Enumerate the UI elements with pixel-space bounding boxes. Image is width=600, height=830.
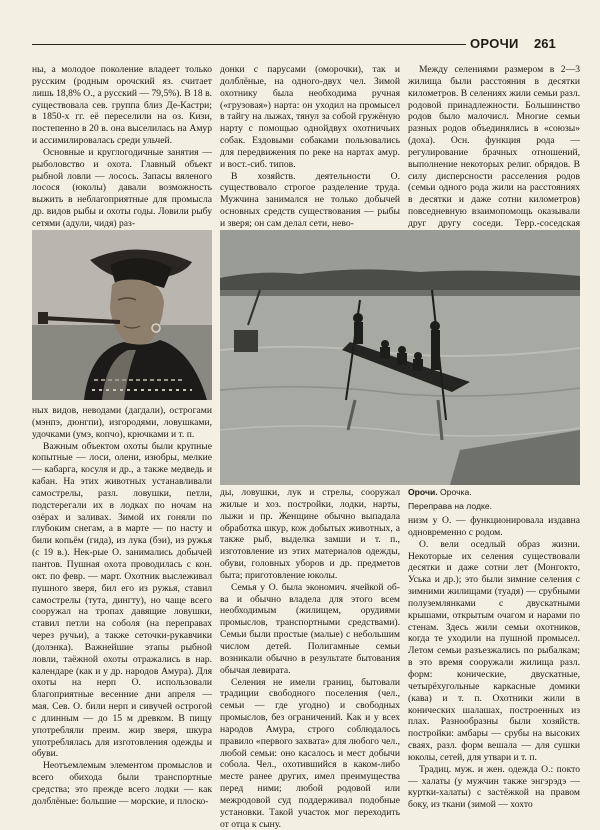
column-2-top (220, 64, 400, 230)
paragraph: донки с парусами (оморочки), так и долблёные, на одного-двух чел. Зимой охотнику была необходима ручная («грузовая») нарта: он уходил на промысел в тайгу на лыжах, тянул за собой гружёную нарту с помощью однойдвух охотничьих собак. Ездовыми собаками пользовались для передвижения по реке на нартах амур. и вост.-сиб. типов. (220, 64, 400, 171)
paragraph: Основные и круглогодичные занятия — рыболовство и охота. Главный объект рыбной ловли — лосось. Запасы вяленого лосося (юколы) давали возможность выжить в неблагоприятные для промысла др. видов рыбы и охоты годы. Ловили рыбу сетями (адули, чидя) раз- (32, 147, 212, 230)
paragraph: О. вели оседлый образ жизни. Некоторые их селения существовали десятки и даже сотни лет (Монгокто, Уська и др.); это были зимние селения с зимними жилищами (туадя) — срубными полуземлянками с двускатными крышами, открытым очагом и нарами по стенам. Здесь жили семьи охотников, когда те уходили на пушной промысел. Летом семьи разъезжались по рыбалкам; в это время сооружали жилища разл. форм: конические, двускатные, четырёхугольные каркасные домики (кава) и т. п. Охотники жили в конических шалашах, построенных из плах. Разнообразны были хозяйств. постройки: амбары — срубы на высоких сваях, разл. форм вешала — для сушки юколы, сетей, для утвари и т. п. (408, 539, 580, 764)
column-3-top (408, 64, 580, 242)
header-rule (32, 44, 466, 45)
column-2-bottom (220, 487, 400, 830)
column-1-top (32, 64, 212, 230)
caption-line-1 (408, 487, 580, 498)
paragraph: Важным объектом охоты были крупные копытные — лоси, олени, изюбры, мелкие — кабарга, косуля и др., а также медведь и кабан. На этих животных устанавливали самострелы, разл. ловушки, петли, подстерегали их в лодках по ночам на озёрах и заливах. Зимой их гоняли по глубоким снегам, а в марте — по насту и били копьём (гида), из лука (бэи), из ружья (с 19 в.). Нек-рые О. занимались добычей пантов. Пушная охота проводилась с кон. окт. по февр. — март. Охотник выслеживал пушного зверя, бил его из ружья, ставил самострелы (тута, дингту), но чаще всего сооружал на тропах давящие ловушки, ставил петли на соболя (на переправах через ручьи), а также сеточки-рукавчики (долэнка). Важнейшие этапы рыбной ловли, таёжной охоты отражались в нар. календаре (как и у др. народов Амура). Для охоты на нерп О. использовали благоприятные весенние дни апреля — мая. Сев. О. били нерп и сивучей острогой с длинным — до 15 м древком. В пищу употребляли преим. жир зверя, шкура употреблялась для изготовления одежды и обуви. (32, 441, 212, 761)
photo-caption (408, 487, 580, 512)
paragraph: Между селениями размером в 2—3 жилища были расстояния в десятки километров. В селениях жили семьи разл. родовой принадлежности. Большинство родов было малочисл. Многие семьи разных родов объединялись в «союзы» (доха). Осн. функция рода — регулирование брачных отношений, выполнение некоторых религ. обрядов. В силу дисперсности расселения родов (семьи одного рода жили на расстояниях в десятки и даже сотни километров) повседневную взаимопомощь оказывали друг другу соседи. Терр.-соседская (408, 64, 580, 242)
column-1-bottom (32, 405, 212, 808)
photo-people-in-boat (220, 230, 580, 485)
column-3-bottom (408, 515, 580, 811)
page-number: 261 (534, 36, 556, 51)
paragraph: Неотъемлемым элементом промыслов и всего обихода были транспортные средства; это прежде всего лодки — как долблёные: большие — морские, и плоско- (32, 760, 212, 807)
portrait-photo (32, 230, 212, 400)
paragraph: ны, а молодое поколение владеет только русским (родным орочский яз. считает лишь 18,8% О., а русский — 79,5%). В 18 в. существовала сев. группа близ Де-Кастри; в 1850-х гг. её переселили на оз. Кизи, постепенно в 20 в. она выселилась на Амур и ассимилировалась среди ульчей. (32, 64, 212, 147)
paragraph: ных видов, неводами (дагдали), острогами (мэнпэ, дюнгпи), изгородями, ловушками, удочками (умэ, копчо), крючками и т. п. (32, 405, 212, 441)
running-head-title: ОРОЧИ (470, 36, 519, 51)
photo-portrait-old-woman-pipe (32, 230, 212, 400)
caption-text: Орочка. (438, 487, 472, 497)
paragraph: ды, ловушки, лук и стрелы, сооружал жилые и хоз. постройки, лодки, нарты, лыжи и пр. Женщине обычно выпадала обработка шкур, кож добытых животных, а также рыб, выделка замши и т. п., изготовление из этих материалов одежды, обуви, головных уборов и др. предметов быта; приготовление юколы. (220, 487, 400, 582)
paragraph: В хозяйств. деятельности О. существовало строгое разделение труда. Мужчина занимался не только добычей основных средств существования — рыбы и зверя; он сам делал сети, нево- (220, 171, 400, 230)
boat-photo (220, 230, 580, 485)
caption-line-2: Переправа на лодке. (408, 501, 580, 512)
paragraph: Селения не имели границ, бытовали традиции свободного поселения (чел., семьи — где угодно) и свободных промыслов, без ограничений. Как и у всех народов Амура, строго соблюдалось правило «первого захвата» для любого чел., любой семьи: оно касалось и мест добычи собола. Чел., охотившийся в каком-либо месте ранее других, имел преимущества перед ними; любой родовой или межродовой суд поддерживал подобные установки. Такой участок мог переходить от отца к сыну. (220, 677, 400, 830)
paragraph: низм у О. — функционировала издавна одновременно с родом. (408, 515, 580, 539)
caption-lead: Орочи. (408, 487, 438, 497)
paragraph: Семья у О. была экономич. ячейкой об-ва и обычно владела для этого всем необходимым (жилищем, орудиями промыслов, транспортными средствами). Семьи были простые (малые) с небольшим числом детей. Полигамные семьи возникали обычно в результате бытования обычая левирата. (220, 582, 400, 677)
paragraph: Традиц. муж. и жен. одежда О.: покто — халаты (у мужчин также энгэрэдэ — куртки-халаты) с застёжкой на правом боку, из ткани (зимой — хохто (408, 764, 580, 811)
